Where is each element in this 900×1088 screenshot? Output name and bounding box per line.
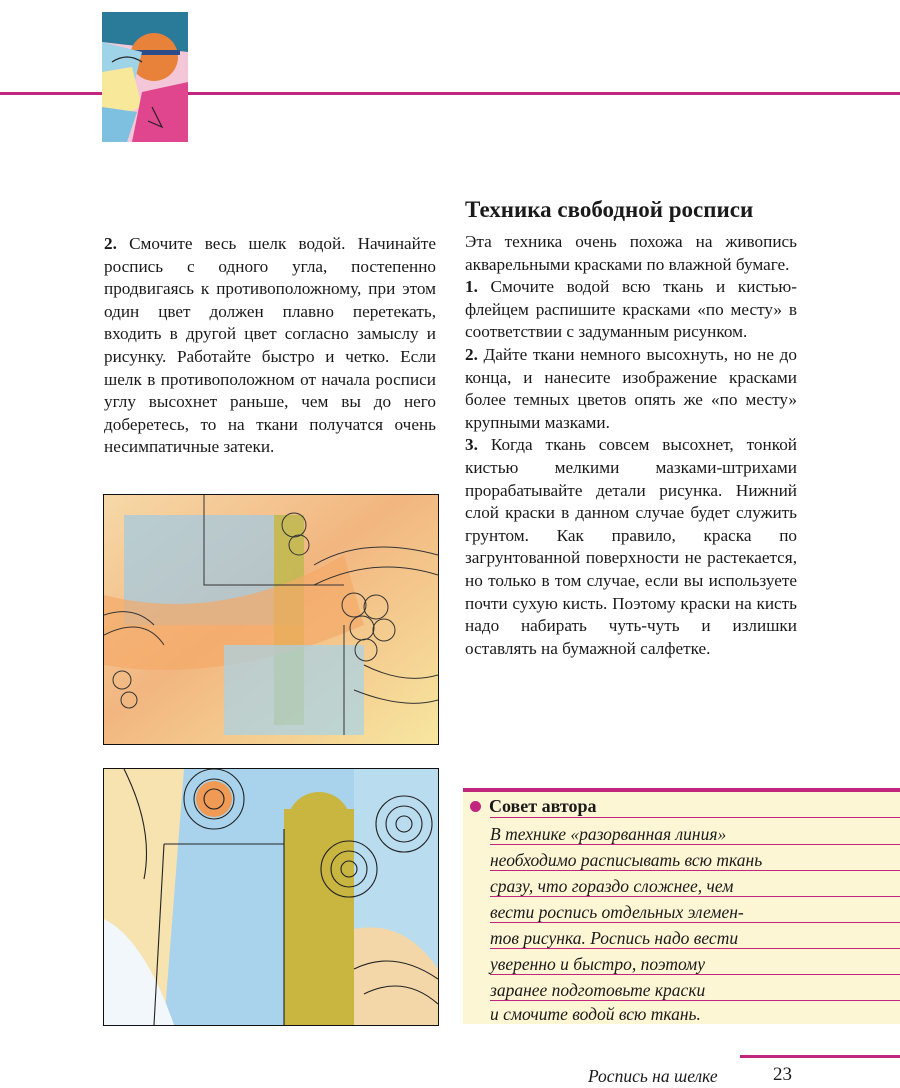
step-2-paragraph (465, 344, 797, 434)
tip-line-2: необходимо расписывать всю ткань (490, 850, 763, 870)
tip-line-4: вести роспись отдельных элемен- (490, 902, 744, 922)
silk-painting-photo-1 (103, 494, 439, 745)
left-column (104, 233, 436, 459)
step-number: 2. (104, 234, 117, 253)
tip-title: Совет автора (489, 796, 597, 816)
step-text: Когда ткань совсем высохнет, тонкой кистью мелкими мазками-штрихами прорабатывайте детали рисунка. Нижний слой краски в данном случае будет служить грунтом. Как правило, краска по загрунтованной поверхности не растекается, но только в том случае, если вы используете почти сухую кисть. Поэтому краски на кисть надо набирать чуть-чуть и излишки оставлять на бумажной салфетке. (465, 435, 797, 658)
step-number: 2. (465, 344, 478, 364)
intro-paragraph: Эта техника очень похожа на живопись акварельными красками по влажной бумаге. (465, 232, 797, 274)
tip-rule (490, 922, 900, 923)
tip-rule (490, 974, 900, 975)
step-2-paragraph (104, 233, 436, 459)
tip-rule (490, 1000, 900, 1001)
tip-rule (490, 870, 900, 871)
step-text: Смочите водой всю ткань и кистью-флейцем распишите красками «по месту» в соответствии с задуманным рисунком. (465, 277, 797, 342)
tip-rule (490, 896, 900, 897)
silk-painting-photo-2 (103, 768, 439, 1026)
step-text: Дайте ткани немного высохнуть, но не до конца, и нанесите изображение красками более темных цветов опять же «по месту» крупными мазками. (465, 344, 797, 432)
step-text: Смочите весь шелк водой. Начинайте роспись с одного угла, постепенно продвигаясь к противоположному, при этом один цвет должен плавно перетекать, входить в другой цвет согласно замыслу и рисунку. Работайте быстро и четко. Если шелк в противоположном от начала росписи углу высохнет раньше, чем вы до него доберетесь, то на ткани получатся очень несимпатичные затеки. (104, 234, 436, 457)
tip-line-8: и смочите водой всю ткань. (490, 1004, 701, 1024)
right-column (465, 196, 797, 660)
corner-illustration (102, 12, 188, 142)
tip-line-7: заранее подготовьте краски (490, 980, 706, 1000)
bullet-icon (470, 801, 481, 812)
tip-line-6: уверенно и быстро, поэтому (490, 954, 705, 974)
tip-rule (490, 948, 900, 949)
tip-rule (490, 844, 900, 845)
step-number: 1. (465, 277, 478, 297)
tip-rule (490, 817, 900, 818)
tip-top-rule (463, 788, 900, 792)
tip-line-5: тов рисунка. Роспись надо вести (490, 928, 739, 948)
step-3-paragraph (465, 434, 797, 660)
page-number: 23 (773, 1064, 792, 1085)
step-1-paragraph (465, 276, 797, 344)
section-title: Техника свободной росписи (465, 197, 754, 222)
tip-line-1: В технике «разорванная линия» (490, 824, 727, 844)
footer-rule (740, 1055, 900, 1058)
tip-line-3: сразу, что гораздо сложнее, чем (490, 876, 734, 896)
running-title: Роспись на шелке (588, 1066, 718, 1086)
tip-header (470, 796, 597, 817)
step-number: 3. (465, 435, 478, 455)
